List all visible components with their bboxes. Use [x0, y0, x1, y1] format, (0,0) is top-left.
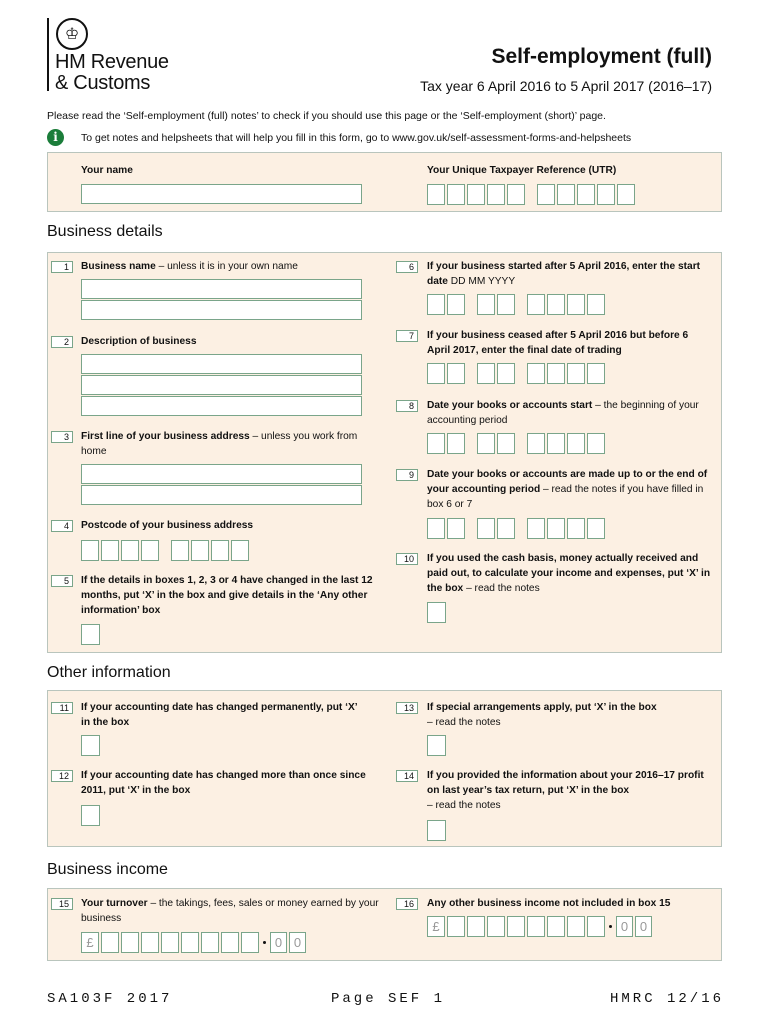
box10-checkbox[interactable] — [427, 602, 446, 623]
utr-cell[interactable] — [467, 184, 485, 205]
description-line3[interactable] — [81, 396, 362, 416]
date-cell[interactable] — [527, 294, 545, 315]
utr-cell[interactable] — [487, 184, 505, 205]
box12-label: If your accounting date has changed more than once since 2011, put ‘X’ in the box — [81, 770, 366, 796]
postcode-cell[interactable] — [121, 540, 139, 561]
box-number: 2 — [51, 336, 73, 348]
date-cell[interactable] — [567, 363, 585, 384]
tax-year: Tax year 6 April 2016 to 5 April 2017 (2016–17) — [420, 78, 712, 94]
org-line1: HM Revenue — [55, 51, 169, 73]
utr-cell[interactable] — [537, 184, 555, 205]
box15-label: Your turnover – the takings, fees, sales or money earned by your business — [81, 898, 379, 924]
decimal-point — [263, 941, 266, 944]
box9-label: Date your books or accounts are made up to or the end of your accounting period – read the notes if you have filled in box 6 or 7 — [427, 469, 708, 510]
box11-checkbox[interactable] — [81, 735, 100, 756]
amount-cell[interactable] — [161, 932, 179, 953]
box3-label: First line of your business address – unless you work from home — [81, 431, 358, 457]
box-number: 1 — [51, 261, 73, 273]
box16-label: Any other business income not included in box 15 — [427, 898, 671, 909]
name-label: Your name — [81, 165, 133, 176]
amount-cell[interactable] — [447, 916, 465, 937]
box10-label: If you used the cash basis, money actually received and paid out, to calculate your income and expenses, put ‘X’ in the box – read the notes — [427, 553, 711, 594]
box-number: 5 — [51, 575, 73, 587]
date-cell[interactable] — [527, 518, 545, 539]
date-cell[interactable] — [547, 518, 565, 539]
box-number: 15 — [51, 898, 73, 910]
utr-cell[interactable] — [427, 184, 445, 205]
info-icon: i — [47, 129, 64, 146]
decimal-point — [609, 925, 612, 928]
postcode-cell[interactable] — [141, 540, 159, 561]
date-cell[interactable] — [477, 518, 495, 539]
date-cell[interactable] — [477, 433, 495, 454]
box-number: 7 — [396, 330, 418, 342]
box1-label: Business name – unless it is in your own name — [81, 261, 298, 272]
box-number: 9 — [396, 469, 418, 481]
amount-cell[interactable] — [181, 932, 199, 953]
box12-checkbox[interactable] — [81, 805, 100, 826]
date-cell[interactable] — [587, 518, 605, 539]
box-number: 8 — [396, 400, 418, 412]
box5-checkbox[interactable] — [81, 624, 100, 645]
pence-cell: 0 — [270, 932, 287, 953]
name-field[interactable] — [81, 184, 362, 204]
box-number: 10 — [396, 553, 418, 565]
utr-cell[interactable] — [597, 184, 615, 205]
date-cell[interactable] — [427, 294, 445, 315]
date-cell[interactable] — [427, 363, 445, 384]
utr-label: Your Unique Taxpayer Reference (UTR) — [427, 165, 617, 176]
form-code: SA103F 2017 — [47, 991, 173, 1007]
date-cell[interactable] — [447, 433, 465, 454]
amount-cell[interactable] — [527, 916, 545, 937]
pound-sign-cell: £ — [81, 932, 99, 953]
pound-sign-cell: £ — [427, 916, 445, 937]
postcode-cell[interactable] — [211, 540, 229, 561]
date-cell[interactable] — [527, 363, 545, 384]
amount-cell[interactable] — [141, 932, 159, 953]
postcode-cell[interactable] — [81, 540, 99, 561]
address-line2[interactable] — [81, 485, 362, 505]
box-number: 3 — [51, 431, 73, 443]
amount-cell[interactable] — [487, 916, 505, 937]
section-business-income: Business income — [47, 861, 168, 878]
box-number: 16 — [396, 898, 418, 910]
box5-label: If the details in boxes 1, 2, 3 or 4 have changed in the last 12 months, put ‘X’ in the box and give details in the ‘Any other information’ box — [81, 575, 373, 616]
page-title: Self-employment (full) — [491, 45, 712, 68]
amount-cell[interactable] — [547, 916, 565, 937]
pence-cell: 0 — [616, 916, 633, 937]
hmrc-logo — [55, 52, 169, 94]
pence-cell: 0 — [289, 932, 306, 953]
date-cell[interactable] — [427, 518, 445, 539]
section-business-details: Business details — [47, 223, 163, 240]
date-cell[interactable] — [567, 294, 585, 315]
date-cell[interactable] — [587, 363, 605, 384]
date-cell[interactable] — [497, 433, 515, 454]
postcode-cell[interactable] — [231, 540, 249, 561]
box7-label: If your business ceased after 5 April 2016 but before 6 April 2017, enter the final date of trading — [427, 330, 689, 356]
date-cell[interactable] — [447, 518, 465, 539]
amount-cell[interactable] — [241, 932, 259, 953]
box11-label: If your accounting date has changed permanently, put ‘X’ in the box — [81, 702, 358, 728]
address-line1[interactable] — [81, 464, 362, 484]
date-cell[interactable] — [447, 294, 465, 315]
utr-cell[interactable] — [577, 184, 595, 205]
pence-cell: 0 — [635, 916, 652, 937]
date-cell[interactable] — [527, 433, 545, 454]
box-number: 14 — [396, 770, 418, 782]
amount-cell[interactable] — [567, 916, 585, 937]
form-version: HMRC 12/16 — [609, 991, 724, 1007]
postcode-cell[interactable] — [191, 540, 209, 561]
date-cell[interactable] — [547, 294, 565, 315]
date-cell[interactable] — [567, 433, 585, 454]
utr-cell[interactable] — [507, 184, 525, 205]
box-number: 4 — [51, 520, 73, 532]
box14-label: If you provided the information about your 2016–17 profit on last year’s tax return, put ‘X’ in the box – read the notes — [427, 770, 704, 811]
date-cell[interactable] — [497, 294, 515, 315]
amount-cell[interactable] — [467, 916, 485, 937]
box-number: 12 — [51, 770, 73, 782]
box8-label: Date your books or accounts start – the beginning of your accounting period — [427, 400, 699, 426]
org-line2: & Customs — [55, 72, 151, 94]
date-cell[interactable] — [477, 294, 495, 315]
logo-bar — [47, 18, 49, 91]
date-cell[interactable] — [427, 433, 445, 454]
amount-cell[interactable] — [101, 932, 119, 953]
date-cell[interactable] — [567, 518, 585, 539]
date-cell[interactable] — [497, 363, 515, 384]
section-other-information: Other information — [47, 664, 171, 681]
intro-text: Please read the ‘Self-employment (full) notes’ to check if you should use this page or the ‘Self-employment (short)’ page. — [47, 110, 606, 122]
box14-checkbox[interactable] — [427, 820, 446, 841]
utr-cell[interactable] — [447, 184, 465, 205]
box13-label: If special arrangements apply, put ‘X’ in the box – read the notes — [427, 702, 657, 728]
amount-cell[interactable] — [507, 916, 525, 937]
amount-cell[interactable] — [587, 916, 605, 937]
box6-label: If your business started after 5 April 2016, enter the start date DD MM YYYY — [427, 261, 701, 287]
description-line1[interactable] — [81, 354, 362, 374]
utr-cell[interactable] — [557, 184, 575, 205]
date-cell[interactable] — [547, 363, 565, 384]
date-cell[interactable] — [587, 433, 605, 454]
box2-label: Description of business — [81, 336, 197, 347]
date-cell[interactable] — [587, 294, 605, 315]
box13-checkbox[interactable] — [427, 735, 446, 756]
utr-cell[interactable] — [617, 184, 635, 205]
crown-icon: ♔ — [56, 18, 88, 50]
box-number: 13 — [396, 702, 418, 714]
date-cell[interactable] — [497, 518, 515, 539]
info-text: To get notes and helpsheets that will help you fill in this form, go to www.gov.uk/self-assessment-forms-and-helpsheets — [81, 132, 632, 144]
box-number: 6 — [396, 261, 418, 273]
postcode-cell[interactable] — [101, 540, 119, 561]
amount-cell[interactable] — [121, 932, 139, 953]
date-cell[interactable] — [447, 363, 465, 384]
description-line2[interactable] — [81, 375, 362, 395]
amount-cell[interactable] — [221, 932, 239, 953]
amount-cell[interactable] — [201, 932, 219, 953]
date-cell[interactable] — [477, 363, 495, 384]
date-cell[interactable] — [547, 433, 565, 454]
business-name-line1[interactable] — [81, 279, 362, 299]
page-number: Page SEF 1 — [331, 991, 446, 1007]
postcode-cell[interactable] — [171, 540, 189, 561]
box4-label: Postcode of your business address — [81, 520, 254, 531]
business-name-line2[interactable] — [81, 300, 362, 320]
box-number: 11 — [51, 702, 73, 714]
